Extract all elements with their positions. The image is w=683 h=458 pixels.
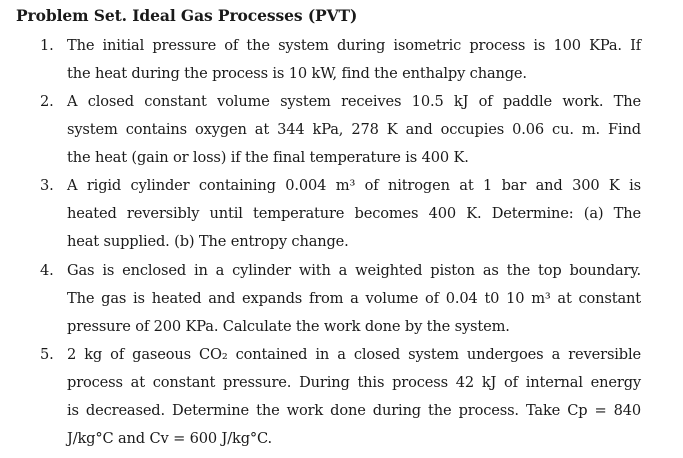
page-title: Problem Set. Ideal Gas Processes (PVT) bbox=[16, 6, 358, 25]
problem-text-line: heat supplied. (b) The entropy change. bbox=[67, 233, 349, 250]
problem-text-line: pressure of 200 KPa. Calculate the work done by the system. bbox=[67, 318, 510, 335]
problem-text-line: A rigid cylinder containing 0.004 m³ of nitrogen at 1 bar and 300 K is bbox=[67, 177, 641, 194]
problem-text-line: Gas is enclosed in a cylinder with a weighted piston as the top boundary. bbox=[67, 262, 641, 279]
problem-text-line: The gas is heated and expands from a volume of 0.04 t0 10 m³ at constant bbox=[67, 290, 641, 307]
problem-number: 1. bbox=[40, 37, 54, 54]
problem-text-line: J/kg°C and Cv = 600 J/kg°C. bbox=[67, 430, 273, 447]
problem-text-line: The initial pressure of the system during isometric process is 100 KPa. If bbox=[67, 37, 641, 54]
problem-text-line: the heat during the process is 10 kW, find the enthalpy change. bbox=[67, 65, 527, 82]
problem-text-line: the heat (gain or loss) if the final temperature is 400 K. bbox=[67, 149, 469, 166]
problem-text-line: system contains oxygen at 344 kPa, 278 K and occupies 0.06 cu. m. Find bbox=[67, 121, 641, 138]
problem-text-line: heated reversibly until temperature becomes 400 K. Determine: (a) The bbox=[67, 205, 641, 222]
problem-number: 3. bbox=[40, 177, 54, 194]
problem-text-line: 2 kg of gaseous CO₂ contained in a closed system undergoes a reversible bbox=[67, 346, 641, 363]
problem-number: 2. bbox=[40, 93, 54, 110]
problem-number: 5. bbox=[40, 346, 54, 363]
problem-text-line: process at constant pressure. During this process 42 kJ of internal energy bbox=[67, 374, 641, 391]
problem-text-line: A closed constant volume system receives 10.5 kJ of paddle work. The bbox=[67, 93, 641, 110]
problem-text-line: is decreased. Determine the work done during the process. Take Cp = 840 bbox=[67, 402, 641, 419]
problem-number: 4. bbox=[40, 262, 54, 279]
